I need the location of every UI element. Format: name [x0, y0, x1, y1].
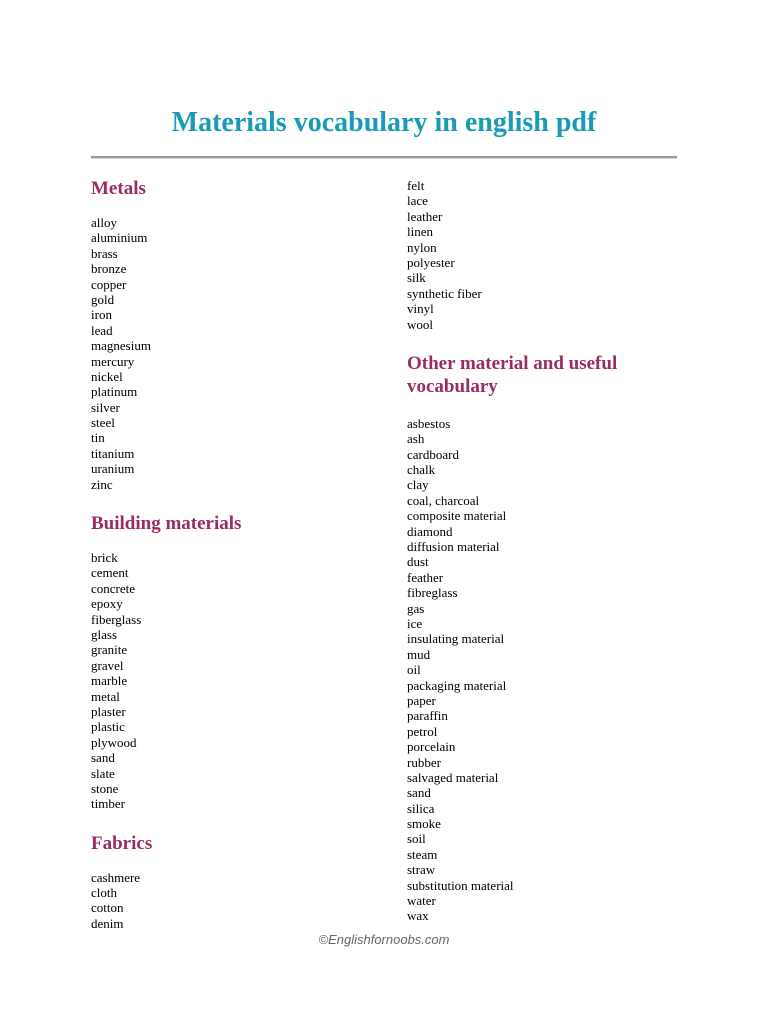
list-item: timber [91, 796, 125, 812]
list-item: aluminium [91, 230, 148, 246]
list-item: tin [91, 430, 105, 446]
list-item: platinum [91, 384, 138, 400]
list-item: plywood [91, 734, 137, 750]
section-metals [91, 177, 351, 492]
list-item: insulating material [407, 631, 505, 647]
word-list-building-materials [91, 550, 351, 812]
section-heading-other-material: Other material and useful vocabulary [407, 352, 618, 397]
section-heading-building-materials: Building materials [91, 513, 242, 535]
list-item: petrol [407, 723, 438, 739]
list-item: dust [407, 554, 429, 570]
section-building-materials [91, 512, 351, 812]
section-heading-fabrics: Fabrics [91, 832, 153, 854]
list-item: linen [407, 224, 433, 240]
list-item: gas [407, 600, 425, 616]
list-item: gold [91, 291, 115, 307]
list-item: nylon [407, 239, 437, 255]
list-item: concrete [91, 580, 136, 596]
list-item: leather [407, 208, 443, 224]
word-list-other-material [407, 416, 667, 924]
list-item: alloy [91, 215, 117, 230]
list-item: clay [407, 477, 429, 493]
list-item: fibreglass [407, 585, 458, 601]
list-item: steel [91, 415, 115, 431]
list-item: iron [91, 307, 112, 323]
list-item: asbestos [407, 415, 451, 431]
list-item: packaging material [407, 677, 507, 693]
list-item: sand [91, 750, 115, 766]
list-item: composite material [407, 508, 507, 524]
list-item: smoke [407, 816, 441, 832]
list-item: diffusion material [407, 539, 500, 555]
list-item: soil [407, 831, 426, 847]
list-item: water [407, 893, 436, 909]
list-item: feather [407, 569, 444, 585]
list-item: straw [407, 862, 436, 878]
list-item: cardboard [407, 446, 459, 462]
list-item: plaster [91, 703, 126, 719]
list-item: cotton [91, 900, 124, 916]
list-item: bronze [91, 261, 127, 277]
list-item: silk [407, 270, 426, 286]
list-item: silver [91, 399, 120, 415]
list-item: zinc [91, 476, 113, 492]
list-item: stone [91, 780, 119, 796]
list-item: ash [407, 431, 425, 447]
list-item: metal [91, 688, 120, 704]
list-item: substitution material [407, 877, 514, 893]
list-item: rubber [407, 754, 441, 770]
list-item: polyester [407, 254, 455, 270]
list-item: brass [91, 245, 118, 261]
word-list-fabrics-continued [407, 178, 667, 332]
list-item: vinyl [407, 301, 434, 317]
list-item: uranium [91, 461, 135, 477]
list-item: porcelain [407, 739, 456, 755]
list-item: salvaged material [407, 769, 499, 785]
word-list-fabrics [91, 870, 351, 932]
list-item: lace [407, 193, 428, 209]
page-title: Materials vocabulary in english pdf [171, 106, 597, 138]
list-item: slate [91, 765, 115, 781]
list-item: ice [407, 615, 423, 631]
list-item: coal, charcoal [407, 492, 480, 508]
list-item: plastic [91, 719, 125, 735]
footer-copyright: ©Englishfornoobs.com [318, 932, 450, 947]
list-item: glass [91, 626, 117, 642]
list-item: mercury [91, 353, 135, 369]
list-item: steam [407, 846, 438, 862]
list-item: lead [91, 322, 113, 338]
left-column [91, 177, 351, 931]
list-item: epoxy [91, 596, 123, 612]
list-item: wool [407, 316, 433, 332]
list-item: denim [91, 915, 124, 931]
list-item: granite [91, 642, 128, 658]
list-item: diamond [407, 523, 453, 539]
list-item: fiberglass [91, 611, 142, 627]
list-item: copper [91, 276, 127, 292]
list-item: paper [407, 692, 436, 708]
list-item: synthetic fiber [407, 285, 482, 301]
list-item: mud [407, 646, 431, 662]
list-item: gravel [91, 657, 124, 673]
list-item: silica [407, 800, 435, 816]
list-item: wax [407, 908, 429, 924]
list-item: paraffin [407, 708, 448, 724]
section-fabrics [91, 832, 351, 932]
list-item: cloth [91, 885, 117, 901]
right-column [407, 178, 667, 924]
list-item: titanium [91, 445, 135, 461]
list-item: nickel [91, 368, 123, 384]
list-item: cashmere [91, 869, 141, 885]
list-item: felt [407, 178, 425, 193]
list-item: chalk [407, 462, 436, 478]
title-divider [91, 156, 677, 159]
list-item: magnesium [91, 338, 151, 354]
list-item: oil [407, 662, 421, 678]
section-other-material [407, 352, 667, 924]
word-list-metals [91, 215, 351, 492]
list-item: marble [91, 673, 128, 689]
list-item: brick [91, 550, 118, 566]
section-heading-metals: Metals [91, 178, 146, 199]
list-item: sand [407, 785, 431, 801]
list-item: cement [91, 565, 129, 581]
